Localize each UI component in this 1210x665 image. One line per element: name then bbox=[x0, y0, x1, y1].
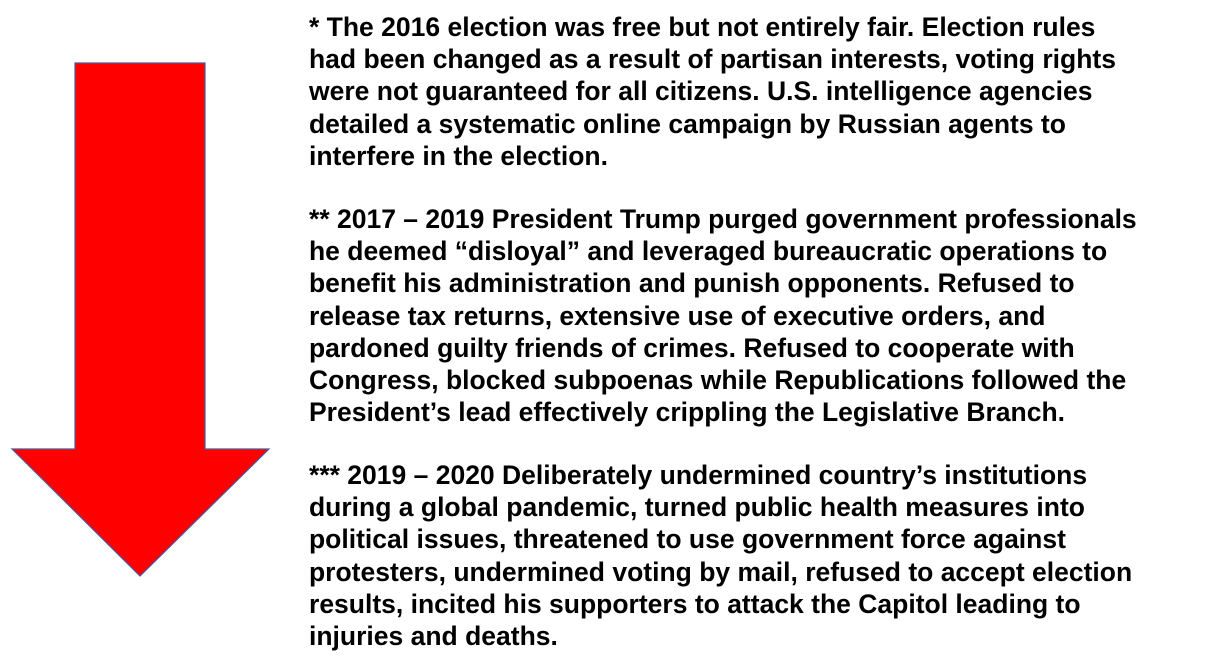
paragraph-line: pardoned guilty friends of crimes. Refused to cooperate with bbox=[309, 332, 1075, 363]
paragraph-2016-election bbox=[309, 11, 1209, 172]
paragraph-2017-2019 bbox=[309, 203, 1209, 428]
paragraph-line: results, incited his supporters to attack the Capitol leading to bbox=[309, 588, 1081, 619]
paragraph-line: detailed a systematic online campaign by Russian agents to bbox=[309, 108, 1066, 139]
paragraph-line: injuries and deaths. bbox=[309, 621, 558, 652]
paragraph-line: protesters, undermined voting by mail, refused to accept election bbox=[309, 556, 1133, 587]
paragraph-line: interfere in the election. bbox=[309, 140, 608, 171]
paragraph-line: release tax returns, extensive use of executive orders, and bbox=[309, 300, 1046, 331]
paragraph-line: he deemed “disloyal” and leveraged bureaucratic operations to bbox=[309, 236, 1108, 267]
paragraph-line: *** 2019 – 2020 Deliberately undermined country’s institutions bbox=[309, 460, 1088, 490]
paragraph-line: ** 2017 – 2019 President Trump purged government professionals bbox=[309, 204, 1137, 234]
paragraph-2019-2020 bbox=[309, 459, 1209, 652]
paragraph-line: President’s lead effectively crippling the Legislative Branch. bbox=[309, 397, 1065, 428]
paragraph-line: political issues, threatened to use government force against bbox=[309, 524, 1066, 555]
paragraph-line: * The 2016 election was free but not entirely fair. Election rules bbox=[309, 12, 1096, 42]
paragraph-line: Congress, blocked subpoenas while Republications followed the bbox=[309, 365, 1127, 396]
paragraph-line: were not guaranteed for all citizens. U.S. intelligence agencies bbox=[309, 76, 1093, 107]
paragraph-line: benefit his administration and punish opponents. Refused to bbox=[309, 268, 1075, 299]
paragraph-line: during a global pandemic, turned public health measures into bbox=[309, 492, 1085, 523]
paragraph-line: had been changed as a result of partisan interests, voting rights bbox=[309, 44, 1116, 75]
down-arrow-icon bbox=[10, 60, 272, 580]
